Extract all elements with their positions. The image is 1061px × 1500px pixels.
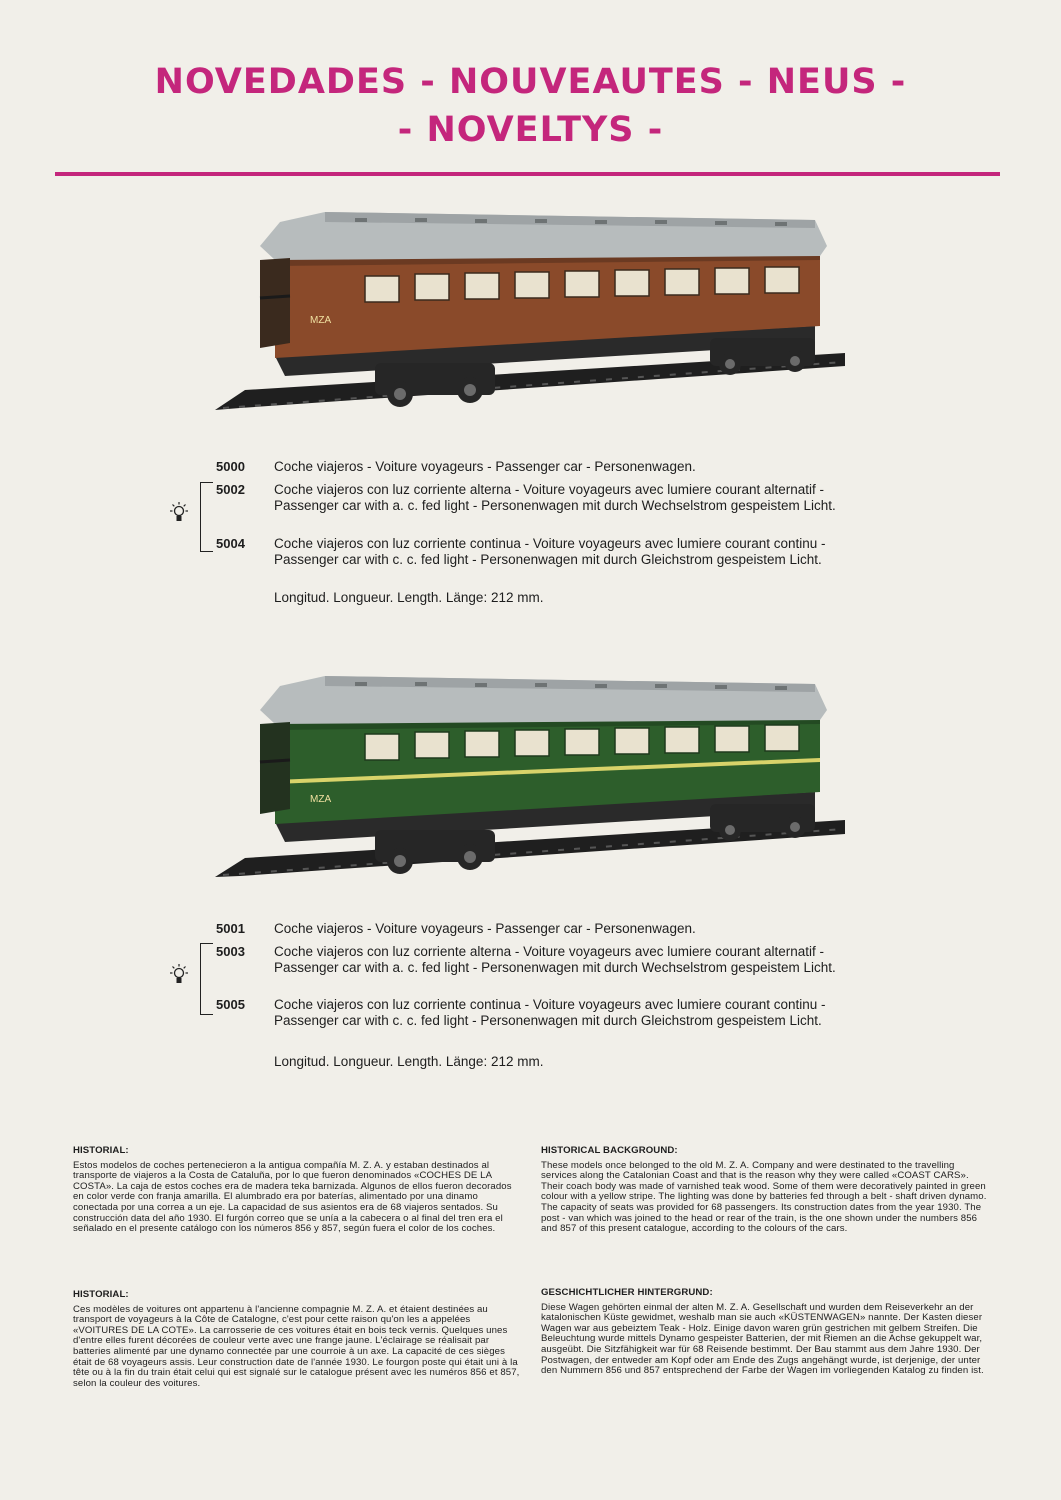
history-heading: GESCHICHTLICHER HINTERGRUND:: [541, 1287, 713, 1298]
product-code: 5001: [216, 921, 245, 936]
history-heading: HISTORICAL BACKGROUND:: [541, 1145, 678, 1156]
product-desc: Coche viajeros con luz corriente continua - Voiture voyageurs avec lumiere courant continu - Passenger car with c. c. fed light - Personenwagen mit durch Gleichstrom gespeistem Licht.: [274, 997, 826, 1028]
title-divider: [55, 172, 1000, 176]
history-french: [73, 1290, 525, 1389]
car-marking: MZA: [310, 315, 332, 326]
light-bulb-icon: [168, 501, 190, 531]
light-bulb-icon: [168, 963, 190, 993]
history-spanish: [73, 1146, 525, 1235]
product-code: 5003: [216, 944, 245, 959]
product-row: [216, 944, 874, 975]
product-desc: Coche viajeros con luz corriente alterna - Voiture voyageurs avec lumiere courant alternatif - Passenger car with a. c. fed light - Personenwagen mit durch Wechselstrom gespeistem Licht.: [274, 944, 836, 975]
light-variant-bracket: [200, 482, 213, 552]
product-code: 5002: [216, 482, 245, 497]
product-desc: Coche viajeros con luz corriente alterna - Voiture voyageurs avec lumiere courant alternatif - Passenger car with a. c. fed light - Personenwagen mit durch Wechselstrom gespeistem Licht.: [274, 482, 836, 513]
product-code: 5005: [216, 997, 245, 1012]
product-row: [216, 482, 874, 513]
history-text: Estos modelos de coches pertenecieron a la antigua compañía M. Z. A. y estaban destinados al transporte de viajeros a la Costa de Cataluña, por lo que fueron denominados «COCHES DE LA COSTA». La caja de estos coches era de madera teka barnizada. Algunos de ellos fueron decorados en color verde con franja amarilla. El alumbrado era por baterías, alimentado por una dinamo conectada por una correa a un eje. La capacidad de sus asientos era de 68 viajeros sentados. Su construcción data del año 1930. El furgón correo que se unía a la cabecera o al final del tren era el señalado en el presente catálogo con los números 856 y 857, según fuera el color de los coches.: [73, 1159, 512, 1235]
page-title-line2: - NOVELTYS -: [397, 110, 664, 150]
brown-passenger-car-photo: [215, 198, 845, 428]
product-length: Longitud. Longueur. Length. Länge: 212 mm.: [274, 1054, 544, 1069]
history-german: [541, 1288, 993, 1377]
history-text: These models once belonged to the old M. Z. A. Company and were destinated to the travelling services along the Catalonian Coast and that is the reason why they were called «COAST CARS». Their coach body was made of varnished teak wood. Some of them were decoratively painted in green colour with a yellow stripe. The lighting was done by batteries fed through a belt - shaft driven dynamo. The capacity of seats was provided for 68 passengers. Its construction dates from the year 1930. The post - van which was joined to the head or rear of the train, is the one shown under the numbers 856 and 857 of this present catalogue, according to the colours of the cars.: [541, 1159, 987, 1235]
history-english: [541, 1146, 993, 1235]
green-passenger-car-photo: [215, 662, 845, 897]
history-text: Diese Wagen gehörten einmal der alten M. Z. A. Gesellschaft und wurden dem Reiseverkehr an der katalonischen Küste gewidmet, weshalb man sie auch «KÜSTENWAGEN» nannte. Der Kasten dieser Wagen war aus gebeiztem Teak - Holz. Einige davon waren grün gestrichen mit gelbem Streifen. Die Beleuchtung wurde mittels Dynamo gespeister Batterien, der mit Riemen an die Achse gekuppelt war, ausgeübt. Die Sitzfähigkeit war für 68 Reisende bestimmt. Der Bau stammt aus dem Jahre 1930. Der Postwagen, der entweder am Kopf oder am Ende des Zugs angehängt wurde, ist derjenige, der unter den Nummern 856 und 857 entsprechend der Farbe der Wagen im vorliegenden Katalog zu finden ist.: [541, 1301, 984, 1377]
product-desc: Coche viajeros - Voiture voyageurs - Passenger car - Personenwagen.: [274, 921, 696, 936]
product-row: [216, 536, 874, 567]
product-code: 5000: [216, 459, 245, 474]
page-title-line1: NOVEDADES - NOUVEAUTES - NEUS -: [154, 62, 907, 102]
product-code: 5004: [216, 536, 245, 551]
light-variant-bracket: [200, 943, 213, 1015]
product-desc: Coche viajeros - Voiture voyageurs - Passenger car - Personenwagen.: [274, 459, 696, 474]
product-row: [216, 997, 874, 1028]
product-row: [216, 459, 874, 475]
product-length: Longitud. Longueur. Length. Länge: 212 mm.: [274, 590, 544, 605]
history-heading: HISTORIAL:: [73, 1145, 129, 1156]
car-marking: MZA: [310, 794, 332, 805]
product-row: [216, 921, 874, 937]
history-text: Ces modèles de voitures ont appartenu à l'ancienne compagnie M. Z. A. et étaient destinées au transport de voyageurs à la Côte de Catalogne, c'est pour cette raison qu'on les a appelées «VOITURES DE LA COTE». La carrosserie de ces voitures était en bois teck vernis. Quelques unes d'entre elles furent décorées de couleur verte avec une frange jaune. L'éclairage se réalisait par batteries alimenté par une dynamo connectée par une courroie à un axe. La capacité de ces sièges était de 68 voyageurs assis. Leur construction date de l'année 1930. Le fourgon poste qui était uni à la tête ou à la fin du train était celui qui est signalé sur le catalogue présent avec les numéros 856 et 857, selon la couleur des voitures.: [73, 1303, 520, 1389]
history-heading: HISTORIAL:: [73, 1289, 129, 1300]
product-desc: Coche viajeros con luz corriente continua - Voiture voyageurs avec lumiere courant continu - Passenger car with c. c. fed light - Personenwagen mit durch Gleichstrom gespeistem Licht.: [274, 536, 826, 567]
